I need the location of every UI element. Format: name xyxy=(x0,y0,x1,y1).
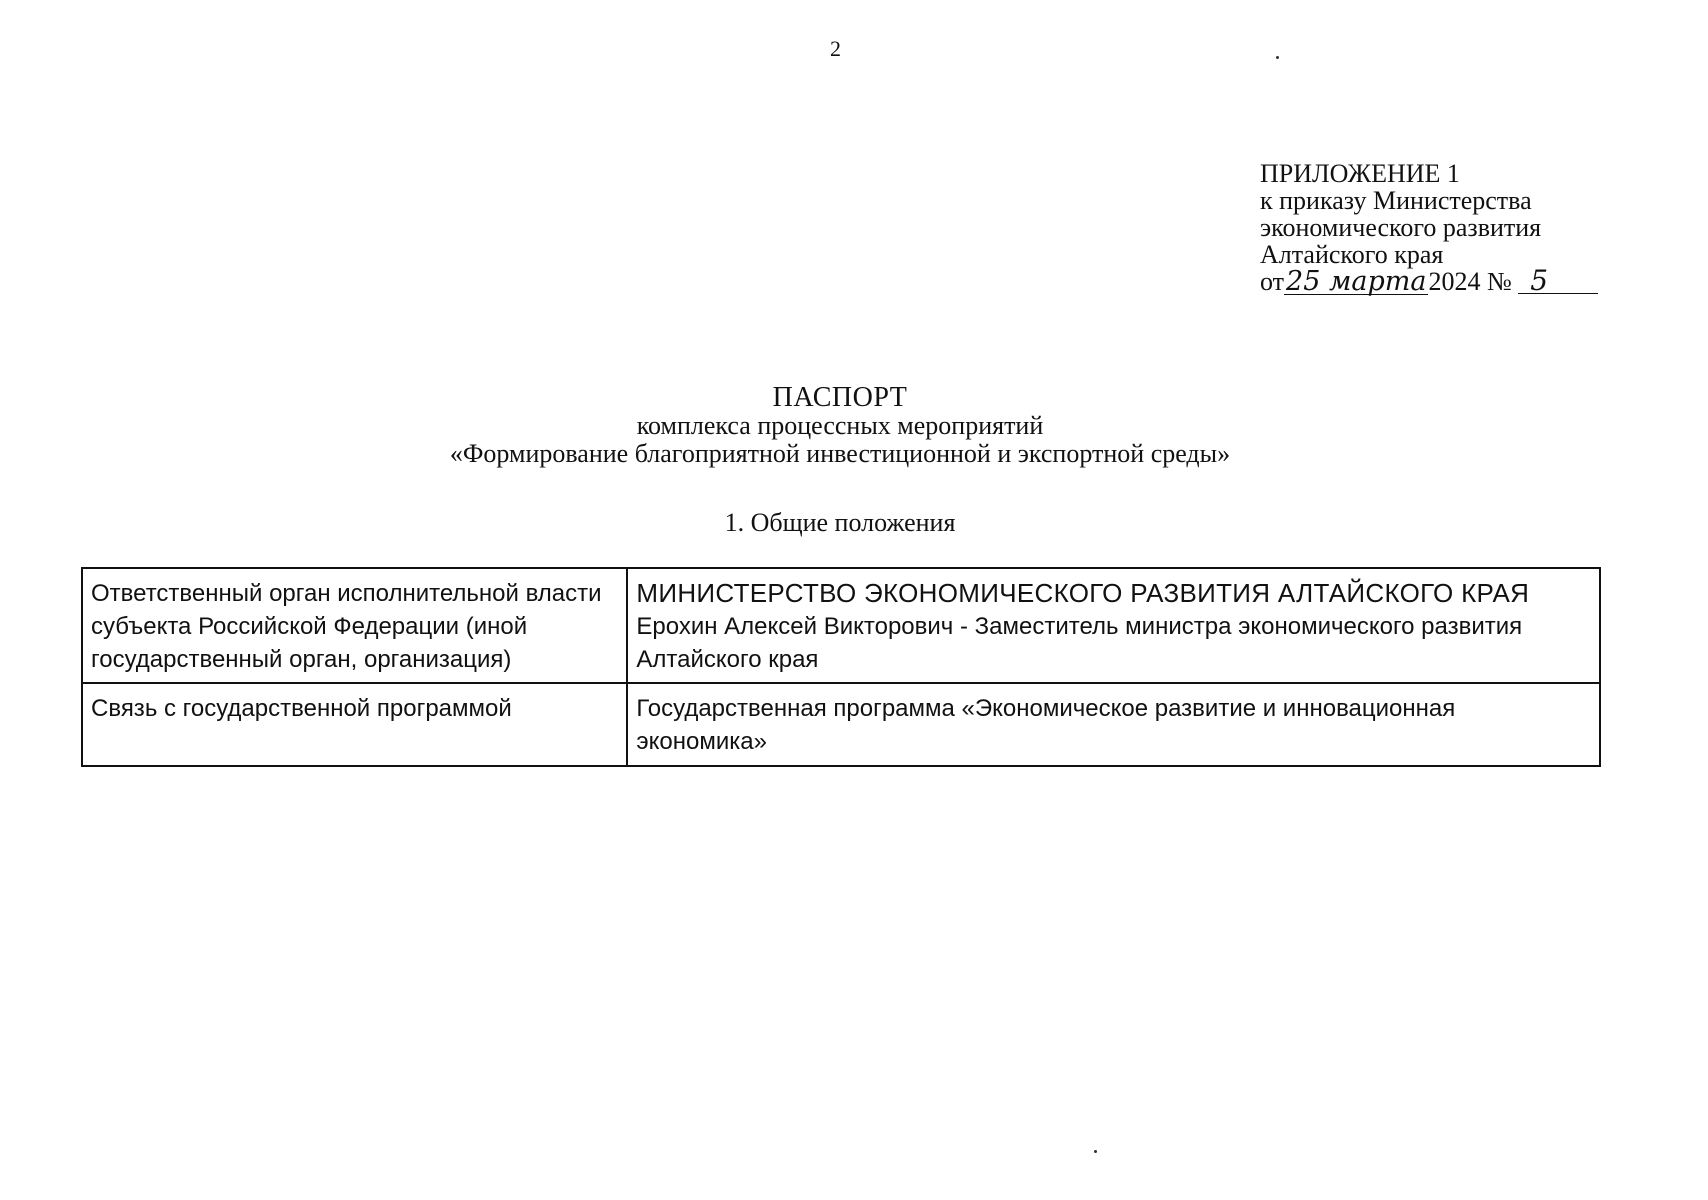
number-sign: № xyxy=(1486,267,1512,296)
date-prefix: от xyxy=(1260,267,1285,296)
document-subtitle: комплекса процессных мероприятий xyxy=(636,411,1044,440)
appendix-line-2: экономического развития xyxy=(1260,213,1542,242)
complex-name: «Формирование благоприятной инвестиционной и экспортной среды» xyxy=(449,439,1231,468)
handwritten-order-number: 5 xyxy=(1518,269,1598,294)
table-row xyxy=(82,683,1600,766)
appendix-line-1: к приказу Министерства xyxy=(1260,186,1532,215)
scan-dot xyxy=(1276,56,1279,59)
page-number: 2 xyxy=(830,36,841,61)
organization-name: МИНИСТЕРСТВО ЭКОНОМИЧЕСКОГО РАЗВИТИЯ АЛТАЙСКОГО КРАЯ xyxy=(636,578,1530,608)
row-label-cell: Ответственный орган исполнительной власти субъекта Российской Федерации (иной государственный орган, организация) xyxy=(82,568,627,683)
handwritten-date: 25 марта xyxy=(1286,266,1427,297)
table-row xyxy=(82,568,1600,683)
document-title: ПАСПОРТ xyxy=(772,382,908,413)
document-title-block xyxy=(0,384,1680,468)
row-value-cell: Государственная программа «Экономическое развитие и инновационная экономика» xyxy=(627,683,1600,766)
scan-dot xyxy=(1094,1150,1097,1153)
responsible-person: Ерохин Алексей Викторович - Заместитель министра экономического развития Алтайского края xyxy=(636,613,1523,673)
appendix-date-line xyxy=(1260,264,1598,297)
row-label-cell: Связь с государственной программой xyxy=(82,683,627,766)
general-provisions-table xyxy=(81,567,1601,767)
row-value-cell xyxy=(627,568,1600,683)
appendix-line-3: Алтайского края xyxy=(1260,240,1444,269)
date-year: 2024 xyxy=(1428,267,1481,296)
appendix-block xyxy=(1260,160,1598,295)
appendix-title: ПРИЛОЖЕНИЕ 1 xyxy=(1260,159,1460,188)
section-heading: 1. Общие положения xyxy=(724,508,956,537)
